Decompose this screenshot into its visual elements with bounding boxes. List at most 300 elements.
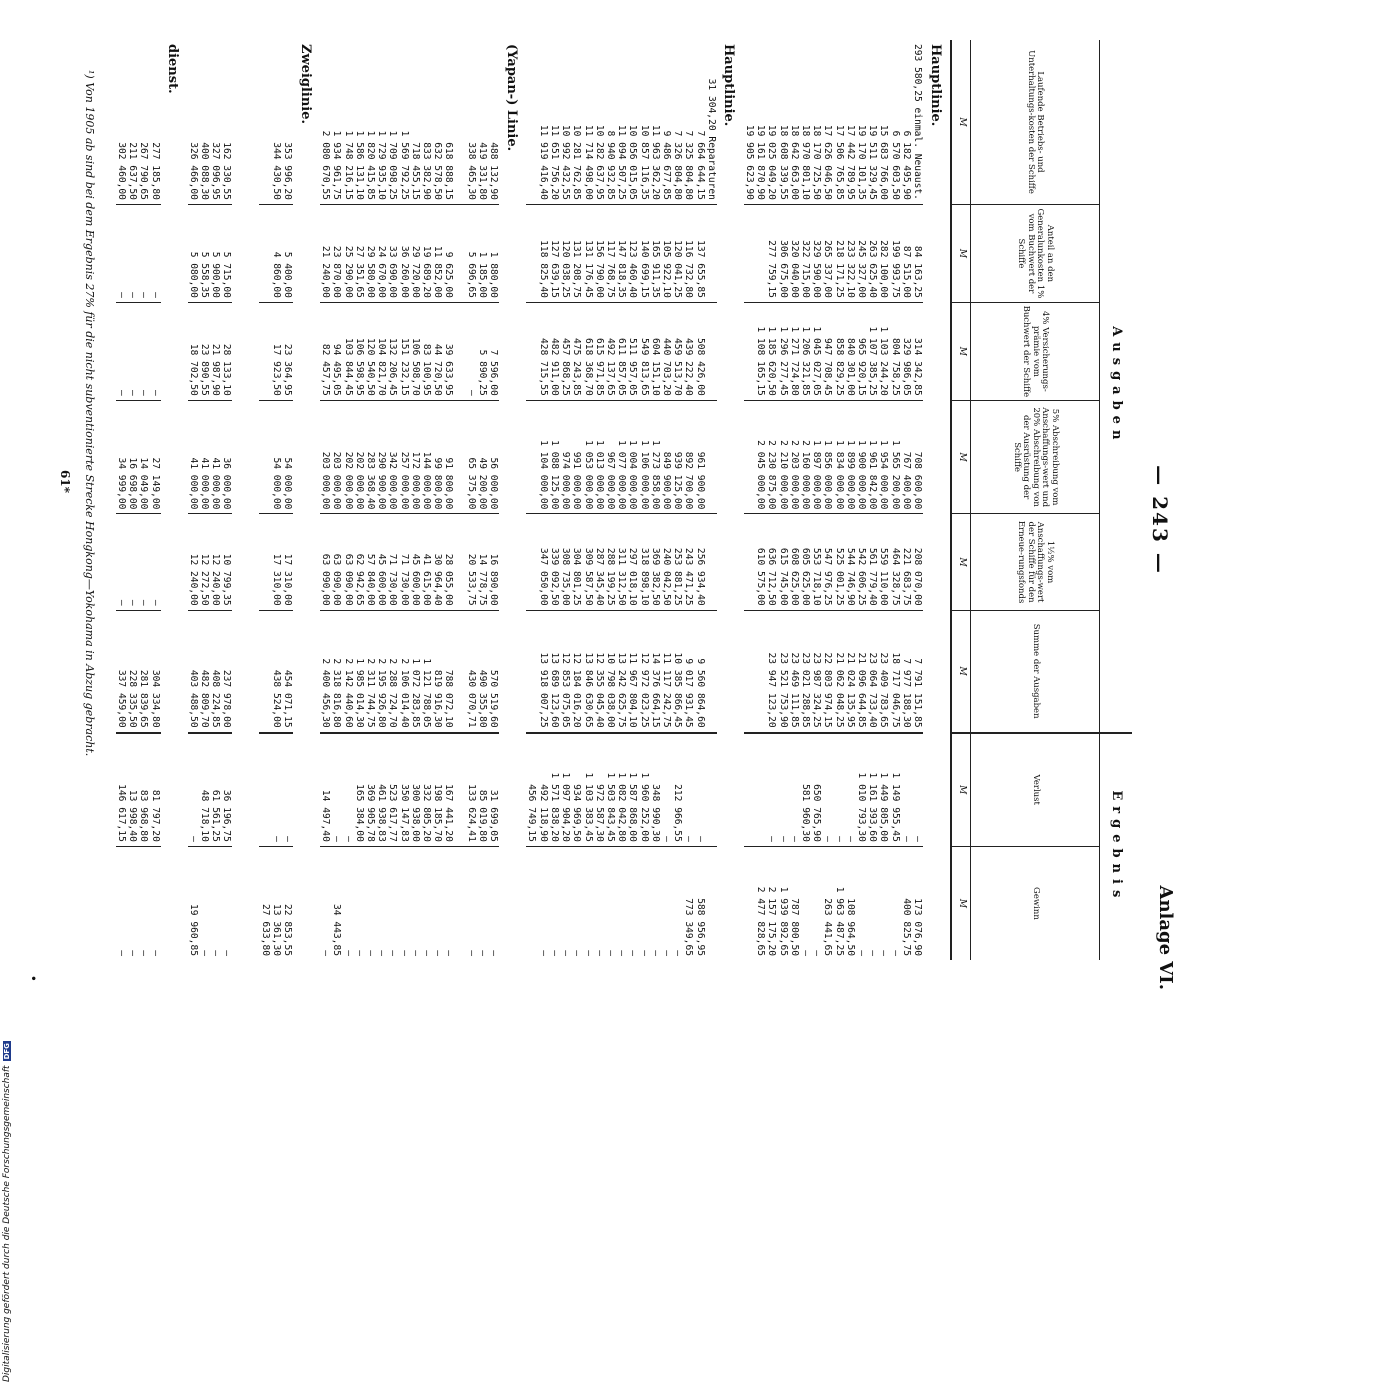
- table-cell: 1 082 042,80: [616, 733, 627, 847]
- table-cell: —: [116, 302, 127, 400]
- table-cell: [455, 610, 466, 732]
- table-cell: 63 090,00: [342, 514, 353, 610]
- table-cell: 475 243,85: [571, 302, 582, 400]
- table-cell: 408 224,85: [210, 610, 221, 732]
- table-cell: 588 956,95: [694, 846, 705, 960]
- table-row: [354, 40, 365, 960]
- table-cell: 288 199,25: [605, 514, 616, 610]
- table-cell: 342 000,00: [387, 400, 398, 514]
- table-cell: 19 689,20: [421, 204, 432, 302]
- table-cell: [755, 733, 766, 847]
- table-cell: 94 495,05: [331, 302, 342, 400]
- table-cell: 14 778,75: [477, 514, 488, 610]
- table-cell: 203 000,00: [331, 400, 342, 514]
- table-cell: 2 045 000,00: [755, 400, 766, 514]
- table-row: [282, 40, 293, 960]
- table-cell: 118 825,40: [538, 204, 549, 302]
- table-cell: 123 460,40: [627, 204, 638, 302]
- unit-label: M: [951, 204, 971, 302]
- table-cell: 5 558,35: [199, 204, 210, 302]
- table-cell: 1 586 131,10: [353, 130, 365, 200]
- col-header: Summe der Ausgaben: [971, 610, 1100, 732]
- table-cell: 263 625,40: [867, 204, 878, 302]
- table-cell: 961 900,00: [694, 400, 705, 514]
- table-cell: 23 409 783,65: [878, 610, 889, 732]
- table-cell: —: [867, 846, 878, 960]
- table-cell: 1 449 805,00: [878, 733, 889, 847]
- table-cell: 1 108 165,15: [755, 302, 766, 400]
- table-cell: 172 000,00: [410, 400, 421, 514]
- table-cell: 525 001,25: [833, 514, 844, 610]
- table-cell: —: [538, 846, 549, 960]
- table-row: [188, 40, 199, 960]
- table-cell: 2 142 440,60: [342, 610, 353, 732]
- table-cell: 39 633,95: [443, 302, 454, 400]
- unit-label: M: [951, 400, 971, 514]
- table-cell: 12 355 045,40: [594, 610, 605, 732]
- table-cell: 21 096 644,85: [856, 610, 867, 732]
- table-cell: 22 803 974,15: [822, 610, 833, 732]
- section-title: [232, 40, 259, 960]
- table-row: [889, 40, 900, 960]
- table-cell: [259, 40, 270, 204]
- table-cell: 348 990,30: [650, 733, 661, 847]
- table-cell: 972 587,30: [594, 733, 605, 847]
- footnote: ¹) Von 1905 ab sind bei dem Ergebnis 27% für die nicht subventionierte Strecke Hongkong—Yokohama in Abzug gebracht.: [83, 70, 96, 757]
- table-cell: 2 080 670,55: [320, 130, 332, 200]
- table-row: [443, 40, 454, 960]
- table-cell: 27 149,00: [149, 400, 160, 514]
- table-cell: —: [443, 846, 454, 960]
- table-cell: 329 590,00: [811, 204, 822, 302]
- table-cell: —: [116, 514, 127, 610]
- table-cell: 1 939 892,65: [777, 846, 788, 960]
- table-cell: —: [777, 733, 788, 847]
- table-cell: 167 441,20: [443, 733, 454, 847]
- table-cell: 611 857,05: [616, 302, 627, 400]
- table-cell: 488 132,90: [488, 142, 500, 200]
- table-cell: 1 296 277,45: [777, 302, 788, 400]
- table-cell: 256 934,40: [694, 514, 705, 610]
- table-cell: 131 208,75: [571, 204, 582, 302]
- page-number: — 243 —: [1148, 465, 1172, 575]
- table-row: [526, 40, 537, 960]
- table-cell: 2 288 724,70: [387, 610, 398, 732]
- table-cell: 1 106 000,00: [638, 400, 649, 514]
- table-cell: 570 519,60: [488, 610, 499, 732]
- table-cell: 23 890,55: [199, 302, 210, 400]
- table-cell: 482 809,70: [199, 610, 210, 732]
- table-cell: 99 800,00: [432, 400, 443, 514]
- table-cell: 605 625,00: [800, 514, 811, 610]
- table-cell: 403 488,50: [188, 610, 199, 732]
- table-cell: 9 017 931,45: [683, 610, 694, 732]
- table-cell: 62 942,65: [354, 514, 365, 610]
- table-cell: 1 103 244,20: [878, 302, 889, 400]
- table-row: [221, 40, 232, 960]
- table-cell: —: [199, 846, 210, 960]
- table-cell: 11 967 804,10: [627, 610, 638, 732]
- table-cell: 17 442 789,95: [844, 124, 856, 200]
- table-cell: 28 133,10: [221, 302, 232, 400]
- table-cell: 81 797,20: [149, 733, 160, 847]
- section-title: Hauptlinie.: [721, 44, 737, 127]
- table-cell: 1 899 000,00: [845, 400, 856, 514]
- table-cell: 311 312,50: [616, 514, 627, 610]
- table-cell: 2 160 000,00: [800, 400, 811, 514]
- table-row: [488, 40, 499, 960]
- table-cell: 11 852,00: [432, 204, 443, 302]
- col-header: Verlust: [971, 733, 1100, 847]
- table-cell: 65 375,00: [466, 400, 477, 514]
- table-cell: —: [822, 733, 833, 847]
- annex-label: Anlage VI.: [1155, 885, 1176, 990]
- unit-label: M: [951, 733, 971, 847]
- table-cell: 1 748 216,15: [342, 130, 354, 200]
- table-row: [199, 40, 210, 960]
- section-title: (Yapan-) Linie.: [503, 44, 519, 152]
- table-cell: 1 880,00: [488, 204, 499, 302]
- table-cell: —: [149, 302, 160, 400]
- table-cell: —: [683, 733, 694, 847]
- table-cell: 54 000,00: [271, 400, 282, 514]
- table-cell: 947 708,45: [822, 302, 833, 400]
- table-cell: 523 617,77: [387, 733, 398, 847]
- table-cell: [706, 400, 717, 514]
- table-cell: 71 730,00: [387, 514, 398, 610]
- section-title: Zweiglinie.: [297, 44, 313, 125]
- table-cell: 23 021 288,85: [800, 610, 811, 732]
- table-cell: —: [320, 846, 331, 960]
- table-cell: 1 185,00: [477, 204, 488, 302]
- document-page: [20, 0, 1180, 1000]
- unit-label: M: [951, 846, 971, 960]
- table-cell: 549 813,65: [638, 302, 649, 400]
- table-cell: 10 056 015,05: [627, 124, 639, 200]
- group-result: Ergebnis: [1100, 733, 1133, 960]
- table-cell: 233 322,10: [845, 204, 856, 302]
- table-cell: 833 382,90: [421, 142, 433, 200]
- table-cell: 165 384,00: [354, 733, 365, 847]
- table-cell: 1 954 000,00: [878, 400, 889, 514]
- table-cell: 12 972 023,25: [638, 610, 649, 732]
- table-cell: 1 013 000,00: [594, 400, 605, 514]
- table-cell: 1 077 000,00: [616, 400, 627, 514]
- table-cell: 83 968,80: [138, 733, 149, 847]
- table-cell: —: [582, 846, 593, 960]
- table-cell: 49 200,00: [477, 400, 488, 514]
- table-cell: 34 999,00: [116, 400, 127, 514]
- table-cell: —: [638, 846, 649, 960]
- table-cell: 245 327,00: [856, 204, 867, 302]
- table-cell: 282 100,00: [878, 204, 889, 302]
- table-cell: 10 799,35: [221, 514, 232, 610]
- table-cell: 116 732,80: [683, 204, 694, 302]
- table-cell: 858 829,25: [833, 302, 844, 400]
- table-row: [912, 40, 923, 960]
- table-cell: 840 301,00: [845, 302, 856, 400]
- table-cell: 2 203 000,00: [789, 400, 800, 514]
- section-heading-row: [293, 40, 320, 960]
- table-cell: [744, 400, 755, 514]
- table-body: [116, 40, 951, 960]
- table-cell: 265 337,00: [822, 204, 833, 302]
- col-header: 5% Abschreibung vom Anschaffungs-wert und 20% Abschreibung von der Ausrüstung der Schiffe: [971, 400, 1100, 514]
- table-cell: 12 240,00: [188, 514, 199, 610]
- table-cell: 650 765,90: [811, 733, 822, 847]
- table-row: [755, 40, 766, 960]
- dfg-logo: DFG: [3, 1043, 11, 1060]
- table-cell: 547 976,25: [822, 514, 833, 610]
- table-row: [149, 40, 160, 960]
- table-cell: 327 096,95: [210, 142, 222, 200]
- table-cell: 2 195 926,80: [376, 610, 387, 732]
- table-row: [672, 40, 683, 960]
- table-cell: —: [878, 846, 889, 960]
- table-cell: 438 524,00: [271, 610, 282, 732]
- table-cell: [455, 204, 466, 302]
- table-row: [466, 40, 477, 960]
- table-cell: 1 103 383,45: [582, 733, 593, 847]
- table-row: [627, 40, 638, 960]
- table-row: [616, 40, 627, 960]
- table-cell: 23 870,00: [331, 204, 342, 302]
- table-cell: 608 625,00: [789, 514, 800, 610]
- table-cell: 140 699,15: [638, 204, 649, 302]
- table-cell: 1 185 620,50: [766, 302, 777, 400]
- table-cell: 615 971,85: [594, 302, 605, 400]
- table-cell: 11 919 416,40: [537, 124, 549, 200]
- page-mark: 61*: [58, 470, 72, 493]
- table-cell: —: [432, 846, 443, 960]
- table-cell: 10 385 866,45: [672, 610, 683, 732]
- table-cell: 1 121 788,05: [421, 610, 432, 732]
- table-cell: 308 735,00: [560, 514, 571, 610]
- table-cell: 302 460,00: [116, 142, 128, 200]
- table-cell: 13 846 630,65: [582, 610, 593, 732]
- table-cell: —: [331, 733, 342, 847]
- table-cell: 41 615,00: [421, 514, 432, 610]
- table-cell: 297 018,10: [627, 514, 638, 610]
- table-cell: 45 600,00: [410, 514, 421, 610]
- table-cell: 21 240,00: [320, 204, 331, 302]
- table-cell: 508 426,00: [694, 302, 705, 400]
- table-cell: 11 963 362,20: [649, 124, 661, 200]
- table-cell: [526, 302, 537, 400]
- table-cell: [526, 204, 537, 302]
- table-row: [342, 40, 353, 960]
- table-cell: 104 821,70: [376, 302, 387, 400]
- table-row: [432, 40, 443, 960]
- table-cell: 203 000,00: [320, 400, 331, 514]
- table-cell: 326 466,00: [187, 142, 199, 200]
- table-cell: 14 497,40: [320, 733, 331, 847]
- table-cell: —: [901, 733, 912, 847]
- expense-table: [116, 40, 1132, 960]
- table-cell: 198 185,70: [432, 733, 443, 847]
- table-cell: 18 642 663,00: [788, 124, 800, 200]
- table-cell: 61 561,25: [210, 733, 221, 847]
- table-cell: 10 798 038,00: [605, 610, 616, 732]
- table-cell: 63 090,00: [320, 514, 331, 610]
- table-cell: [706, 204, 717, 302]
- table-cell: 21 062 048,25: [833, 610, 844, 732]
- table-cell: 1 960 252,00: [638, 733, 649, 847]
- table-cell: 553 718,10: [811, 514, 822, 610]
- table-row: [594, 40, 605, 960]
- table-cell: 30 964,40: [432, 514, 443, 610]
- table-cell: 156 790,00: [594, 204, 605, 302]
- table-cell: 120 540,50: [365, 302, 376, 400]
- table-cell: [744, 302, 755, 400]
- table-cell: 199 993,75: [889, 204, 900, 302]
- table-cell: 428 715,55: [538, 302, 549, 400]
- table-cell: 17 506 765,85: [833, 124, 845, 200]
- table-cell: [259, 302, 270, 400]
- table-cell: 1 161 393,60: [867, 733, 878, 847]
- table-cell: 85 019,80: [477, 733, 488, 847]
- table-cell: 12 184 016,20: [571, 610, 582, 732]
- table-cell: 2 318 816,80: [331, 610, 342, 732]
- table-cell: 10 857 116,35: [638, 124, 650, 200]
- table-row: [376, 40, 387, 960]
- table-cell: 306 675,00: [777, 204, 788, 302]
- table-cell: 31 304,20 Reparaturen: [705, 78, 717, 200]
- table-cell: [744, 514, 755, 610]
- table-cell: 13 918 007,25: [538, 610, 549, 732]
- table-cell: 23 364,95: [282, 302, 293, 400]
- table-cell: —: [210, 846, 221, 960]
- table-cell: 120 038,25: [560, 204, 571, 302]
- table-cell: —: [116, 846, 127, 960]
- table-cell: —: [549, 846, 560, 960]
- table-cell: —: [410, 846, 421, 960]
- table-cell: 1 271 724,80: [789, 302, 800, 400]
- table-cell: —: [116, 204, 127, 302]
- table-cell: —: [650, 846, 661, 960]
- table-row: [638, 40, 649, 960]
- table-cell: 511 957,05: [627, 302, 638, 400]
- table-cell: 309 587,50: [582, 514, 593, 610]
- table-cell: 19 905 623,90: [743, 124, 755, 200]
- table-cell: 23 469 111,85: [789, 610, 800, 732]
- table-cell: 347 050,00: [538, 514, 549, 610]
- table-cell: 618 888,15: [443, 142, 455, 200]
- table-cell: 28 055,00: [443, 514, 454, 610]
- table-cell: 1 004 000,00: [627, 400, 638, 514]
- table-cell: 7 791 151,85: [912, 610, 923, 732]
- table-cell: [526, 610, 537, 732]
- table-cell: 819 916,30: [432, 610, 443, 732]
- table-cell: 45 600,00: [376, 514, 387, 610]
- table-cell: —: [127, 514, 138, 610]
- table-cell: —: [845, 733, 856, 847]
- table-cell: —: [605, 846, 616, 960]
- table-cell: 240 042,50: [661, 514, 672, 610]
- table-cell: 2 157 175,20: [766, 846, 777, 960]
- section-title: Hauptlinie.: [927, 44, 943, 127]
- table-cell: [706, 302, 717, 400]
- table-cell: 56 000,00: [488, 400, 499, 514]
- table-row: [210, 40, 221, 960]
- table-cell: 461 938,83: [376, 733, 387, 847]
- table-cell: 8 940 932,85: [604, 130, 616, 200]
- table-cell: 147 818,35: [616, 204, 627, 302]
- table-row: [365, 40, 376, 960]
- table-cell: 23 947 123,20: [766, 610, 777, 732]
- table-cell: 338 465,30: [465, 142, 477, 200]
- table-cell: 253 881,25: [672, 514, 683, 610]
- table-cell: 277 759,15: [766, 204, 777, 302]
- table-cell: [706, 514, 717, 610]
- bullet-mark: •: [26, 974, 40, 982]
- table-cell: 1 107 385,25: [867, 302, 878, 400]
- dfg-credit: [2, 592, 16, 1382]
- table-cell: 350 147,83: [398, 733, 409, 847]
- table-cell: 464 328,75: [889, 514, 900, 610]
- table-cell: —: [421, 846, 432, 960]
- table-cell: 13 998,40: [127, 733, 138, 847]
- table-cell: 277 185,80: [149, 142, 161, 200]
- table-row: [477, 40, 488, 960]
- unit-label: M: [951, 302, 971, 400]
- table-cell: 11 651 756,20: [548, 124, 560, 200]
- table-cell: 11 117 242,75: [661, 610, 672, 732]
- table-cell: 41 000,00: [199, 400, 210, 514]
- table-cell: [744, 204, 755, 302]
- table-cell: 1 961 842,00: [867, 400, 878, 514]
- table-cell: 18 702,50: [188, 302, 199, 400]
- table-cell: 318 898,10: [638, 514, 649, 610]
- table-row: [127, 40, 138, 960]
- col-header: Laufende Betriebs- und Unterhaltungs-kosten der Schiffe: [971, 40, 1100, 204]
- table-row: [271, 40, 282, 960]
- table-cell: 1 856 000,00: [822, 400, 833, 514]
- table-cell: 106 508,70: [410, 302, 421, 400]
- table-cell: 5 400,00: [282, 204, 293, 302]
- table-cell: [455, 302, 466, 400]
- table-cell: 137 655,85: [694, 204, 705, 302]
- table-cell: 322 715,00: [800, 204, 811, 302]
- table-cell: [706, 733, 717, 847]
- table-row: [661, 40, 672, 960]
- table-cell: 636 712,50: [766, 514, 777, 610]
- table-cell: 117 768,75: [605, 204, 616, 302]
- table-cell: —: [127, 204, 138, 302]
- table-cell: 267 790,65: [138, 142, 150, 200]
- table-cell: 1 834 000,00: [833, 400, 844, 514]
- table-cell: 632 578,50: [432, 142, 444, 200]
- table-cell: —: [342, 846, 353, 960]
- table-cell: —: [833, 733, 844, 847]
- table-cell: 967 000,00: [605, 400, 616, 514]
- table-cell: [744, 610, 755, 732]
- table-cell: —: [594, 846, 605, 960]
- table-row: [320, 40, 331, 960]
- table-cell: 287 345,40: [594, 514, 605, 610]
- table-cell: 11 094 507,25: [616, 124, 628, 200]
- table-cell: [455, 400, 466, 514]
- table-cell: 283 368,40: [365, 400, 376, 514]
- table-row: [560, 40, 571, 960]
- table-cell: 1 709 098,25: [387, 130, 399, 200]
- table-cell: —: [488, 846, 499, 960]
- table-cell: 108 964,50: [845, 846, 856, 960]
- table-cell: 25 290,00: [342, 204, 353, 302]
- table-cell: 1 569 792,25: [398, 130, 410, 200]
- table-cell: 5 890,25: [477, 302, 488, 400]
- table-cell: 18 717 046,75: [889, 610, 900, 732]
